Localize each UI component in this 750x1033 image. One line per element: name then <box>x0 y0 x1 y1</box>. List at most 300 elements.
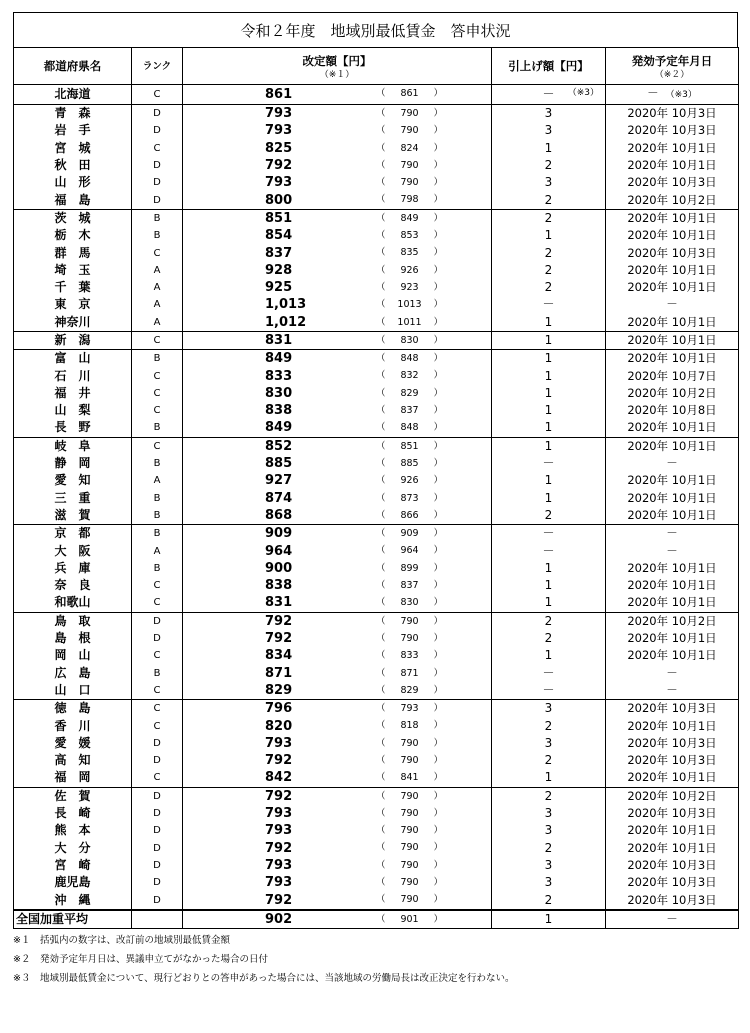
increase-cell: － <box>492 296 606 313</box>
header-wage-note: （※１） <box>319 69 355 80</box>
prefecture-cell: 福 島 <box>14 191 132 209</box>
new-wage: 842 <box>265 770 293 786</box>
old-wage: （ 909 ） <box>376 528 444 540</box>
rank-cell: D <box>132 630 183 647</box>
rank-cell: A <box>132 542 183 559</box>
average-old-wage: （ 901 ） <box>376 913 444 925</box>
rank-cell: C <box>132 717 183 734</box>
date-cell: 2020年 10月1日 <box>606 594 739 612</box>
table-row <box>14 279 739 296</box>
rank-cell: D <box>132 612 183 630</box>
prefecture-cell: 香 川 <box>14 717 132 734</box>
new-wage: 792 <box>265 613 293 629</box>
table-row <box>14 419 739 437</box>
new-wage: 885 <box>265 456 293 472</box>
wage-cell <box>183 542 492 559</box>
new-wage: 793 <box>265 123 293 139</box>
old-wage: （ 824 ） <box>376 142 444 154</box>
prefecture-cell: 広 島 <box>14 665 132 682</box>
date-cell: － （※3） <box>606 85 739 105</box>
prefecture-cell: 島 根 <box>14 630 132 647</box>
rank-cell: C <box>132 700 183 718</box>
header-wage-label: 改定額【円】 <box>302 53 372 68</box>
old-wage: （ 885 ） <box>376 457 444 469</box>
rank-cell: C <box>132 769 183 787</box>
wage-cell <box>183 105 492 123</box>
rank-cell: A <box>132 314 183 332</box>
wage-cell <box>183 507 492 525</box>
table-row <box>14 891 739 909</box>
prefecture-cell: 福 岡 <box>14 769 132 787</box>
date-cell: 2020年 10月1日 <box>606 331 739 349</box>
new-wage: 793 <box>265 823 293 839</box>
increase-cell: 2 <box>492 209 606 227</box>
prefecture-cell: 徳 島 <box>14 700 132 718</box>
date-cell: 2020年 10月1日 <box>606 647 739 664</box>
table-header <box>14 48 739 85</box>
increase-cell: 2 <box>492 279 606 296</box>
old-wage: （ 849 ） <box>376 212 444 224</box>
wage-cell <box>183 174 492 191</box>
prefecture-cell: 茨 城 <box>14 209 132 227</box>
prefecture-cell: 石 川 <box>14 367 132 384</box>
table-row <box>14 665 739 682</box>
date-cell: 2020年 10月1日 <box>606 209 739 227</box>
old-wage: （ 871 ） <box>376 667 444 679</box>
new-wage: 793 <box>265 806 293 822</box>
wage-cell <box>183 839 492 856</box>
prefecture-cell: 熊 本 <box>14 822 132 839</box>
old-wage: （ 926 ） <box>376 475 444 487</box>
table-row <box>14 542 739 559</box>
footnote-1: ※１ 括弧内の数字は、改訂前の地域別最低賃金額 <box>13 934 230 946</box>
wage-cell <box>183 455 492 472</box>
rank-cell: A <box>132 279 183 296</box>
wage-cell <box>183 700 492 718</box>
new-wage: 793 <box>265 106 293 122</box>
rank-cell: A <box>132 296 183 313</box>
wage-cell <box>183 874 492 891</box>
wage-cell <box>183 787 492 805</box>
date-cell: 2020年 10月1日 <box>606 157 739 174</box>
prefecture-cell: 沖 縄 <box>14 891 132 909</box>
wage-cell <box>183 385 492 402</box>
wage-cell <box>183 419 492 437</box>
old-wage: （ 790 ） <box>376 807 444 819</box>
new-wage: 792 <box>265 892 293 908</box>
table-row <box>14 560 739 577</box>
rank-cell: D <box>132 174 183 191</box>
wage-cell <box>183 822 492 839</box>
increase-cell: 2 <box>492 717 606 734</box>
wage-cell <box>183 437 492 455</box>
wage-cell <box>183 752 492 769</box>
prefecture-cell: 栃 木 <box>14 227 132 244</box>
footnote-2: ※２ 発効予定年月日は、異議申立てがなかった場合の日付 <box>13 953 268 965</box>
date-cell: － <box>606 455 739 472</box>
increase-cell: 1 <box>492 769 606 787</box>
new-wage: 1,013 <box>265 297 307 313</box>
old-wage: （ 830 ） <box>376 597 444 609</box>
increase-remark: （※3） <box>567 88 599 98</box>
old-wage: （ 790 ） <box>376 894 444 906</box>
table-row <box>14 507 739 525</box>
table-row <box>14 157 739 174</box>
increase-cell: 1 <box>492 437 606 455</box>
table-row <box>14 174 739 191</box>
table-row <box>14 857 739 874</box>
rank-cell: C <box>132 647 183 664</box>
increase-cell: 1 <box>492 140 606 157</box>
prefecture-cell: 静 岡 <box>14 455 132 472</box>
old-wage: （ 1011 ） <box>376 316 444 328</box>
new-wage: 793 <box>265 857 293 873</box>
rank-cell: D <box>132 891 183 909</box>
table-row <box>14 191 739 209</box>
table-row <box>14 682 739 700</box>
increase-cell: 3 <box>492 822 606 839</box>
table-row <box>14 700 739 718</box>
wage-cell <box>183 122 492 139</box>
new-wage: 874 <box>265 490 293 506</box>
rank-cell: D <box>132 805 183 822</box>
date-cell: 2020年 10月1日 <box>606 472 739 489</box>
rank-cell: B <box>132 525 183 543</box>
wage-table <box>13 47 739 929</box>
increase-cell: 2 <box>492 244 606 261</box>
date-cell: 2020年 10月1日 <box>606 314 739 332</box>
average-wage-cell <box>183 910 492 929</box>
wage-cell <box>183 209 492 227</box>
increase-cell: － <box>492 455 606 472</box>
new-wage: 849 <box>265 351 293 367</box>
rank-cell: D <box>132 857 183 874</box>
old-wage: （ 853 ） <box>376 230 444 242</box>
new-wage: 1,012 <box>265 314 307 330</box>
prefecture-cell: 長 野 <box>14 419 132 437</box>
header-pref: 都道府県名 <box>14 48 132 85</box>
prefecture-cell: 佐 賀 <box>14 787 132 805</box>
wage-cell <box>183 85 492 105</box>
increase-cell: 1 <box>492 419 606 437</box>
new-wage: 909 <box>265 526 293 542</box>
wage-cell <box>183 717 492 734</box>
table-row <box>14 314 739 332</box>
old-wage: （ 790 ） <box>376 737 444 749</box>
prefecture-cell: 兵 庫 <box>14 560 132 577</box>
table-row <box>14 385 739 402</box>
prefecture-cell: 千 葉 <box>14 279 132 296</box>
increase-cell: 1 <box>492 227 606 244</box>
rank-cell: C <box>132 244 183 261</box>
increase-cell: 3 <box>492 735 606 752</box>
prefecture-cell: 埼 玉 <box>14 262 132 279</box>
wage-cell <box>183 647 492 664</box>
date-cell: － <box>606 296 739 313</box>
rank-cell: D <box>132 752 183 769</box>
prefecture-cell: 宮 崎 <box>14 857 132 874</box>
rank-cell: D <box>132 105 183 123</box>
date-cell: － <box>606 682 739 700</box>
rank-cell: C <box>132 437 183 455</box>
rank-cell: D <box>132 735 183 752</box>
date-cell: 2020年 10月1日 <box>606 717 739 734</box>
old-wage: （ 790 ） <box>376 177 444 189</box>
date-cell: 2020年 10月3日 <box>606 752 739 769</box>
old-wage: （ 841 ） <box>376 772 444 784</box>
rank-cell: B <box>132 227 183 244</box>
old-wage: （ 818 ） <box>376 720 444 732</box>
increase-cell: 1 <box>492 490 606 507</box>
increase-cell: 2 <box>492 752 606 769</box>
prefecture-cell: 東 京 <box>14 296 132 313</box>
prefecture-cell: 愛 媛 <box>14 735 132 752</box>
prefecture-cell: 北海道 <box>14 85 132 105</box>
table-row <box>14 787 739 805</box>
new-wage: 964 <box>265 543 293 559</box>
increase-cell: 3 <box>492 174 606 191</box>
increase-cell: 1 <box>492 367 606 384</box>
date-cell: 2020年 10月1日 <box>606 822 739 839</box>
date-cell: 2020年 10月1日 <box>606 437 739 455</box>
table-row <box>14 612 739 630</box>
table-row <box>14 227 739 244</box>
old-wage: （ 790 ） <box>376 825 444 837</box>
increase-cell: 2 <box>492 262 606 279</box>
table-row <box>14 769 739 787</box>
table-row <box>14 594 739 612</box>
footnotes <box>13 931 738 988</box>
table-row <box>14 874 739 891</box>
new-wage: 831 <box>265 333 293 348</box>
old-wage: （ 861 ） <box>376 88 444 99</box>
header-date <box>606 48 739 85</box>
old-wage: （ 837 ） <box>376 580 444 592</box>
table-row <box>14 262 739 279</box>
new-wage: 833 <box>265 368 293 384</box>
increase-cell: 3 <box>492 122 606 139</box>
increase-cell: 3 <box>492 105 606 123</box>
increase-cell: 2 <box>492 787 606 805</box>
wage-cell <box>183 682 492 700</box>
wage-cell <box>183 525 492 543</box>
increase-cell: 2 <box>492 891 606 909</box>
increase-cell: 2 <box>492 191 606 209</box>
wage-cell <box>183 769 492 787</box>
old-wage: （ 964 ） <box>376 545 444 557</box>
new-wage: 792 <box>265 753 293 769</box>
prefecture-cell: 奈 良 <box>14 577 132 594</box>
rank-cell: D <box>132 839 183 856</box>
increase-cell: － <box>492 665 606 682</box>
wage-cell <box>183 735 492 752</box>
date-cell: 2020年 10月1日 <box>606 279 739 296</box>
wage-cell <box>183 191 492 209</box>
rank-cell: D <box>132 822 183 839</box>
old-wage: （ 798 ） <box>376 194 444 206</box>
prefecture-cell: 鹿児島 <box>14 874 132 891</box>
date-cell: 2020年 10月1日 <box>606 350 739 368</box>
date-cell: 2020年 10月7日 <box>606 367 739 384</box>
prefecture-cell: 愛 知 <box>14 472 132 489</box>
old-wage: （ 899 ） <box>376 562 444 574</box>
date-cell: 2020年 10月1日 <box>606 769 739 787</box>
date-cell: 2020年 10月3日 <box>606 891 739 909</box>
new-wage: 792 <box>265 631 293 647</box>
table-row <box>14 296 739 313</box>
table-row <box>14 105 739 123</box>
wage-cell <box>183 296 492 313</box>
wage-cell <box>183 630 492 647</box>
new-wage: 861 <box>265 87 293 102</box>
old-wage: （ 790 ） <box>376 159 444 171</box>
date-remark: （※3） <box>670 90 697 100</box>
table-row <box>14 822 739 839</box>
date-cell: 2020年 10月1日 <box>606 419 739 437</box>
date-cell: 2020年 10月1日 <box>606 140 739 157</box>
increase-cell: 3 <box>492 874 606 891</box>
new-wage: 852 <box>265 438 293 454</box>
prefecture-cell: 秋 田 <box>14 157 132 174</box>
increase-cell: 1 <box>492 560 606 577</box>
new-wage: 871 <box>265 665 293 681</box>
date-cell: 2020年 10月3日 <box>606 874 739 891</box>
prefecture-cell: 岐 阜 <box>14 437 132 455</box>
prefecture-cell: 高 知 <box>14 752 132 769</box>
rank-cell: C <box>132 682 183 700</box>
increase-cell: 1 <box>492 472 606 489</box>
date-cell: 2020年 10月3日 <box>606 805 739 822</box>
increase-cell: － <box>492 682 606 700</box>
wage-cell <box>183 891 492 909</box>
increase-cell: 3 <box>492 805 606 822</box>
date-cell: 2020年 10月1日 <box>606 227 739 244</box>
new-wage: 849 <box>265 420 293 436</box>
new-wage: 829 <box>265 682 293 698</box>
old-wage: （ 790 ） <box>376 615 444 627</box>
wage-cell <box>183 857 492 874</box>
rank-cell: D <box>132 874 183 891</box>
prefecture-cell: 岡 山 <box>14 647 132 664</box>
old-wage: （ 835 ） <box>376 247 444 259</box>
table-row <box>14 209 739 227</box>
rank-cell: D <box>132 157 183 174</box>
increase-cell: 1 <box>492 350 606 368</box>
table-row <box>14 647 739 664</box>
increase-cell: 1 <box>492 331 606 349</box>
rank-cell: C <box>132 402 183 419</box>
table-row <box>14 630 739 647</box>
date-cell: 2020年 10月1日 <box>606 839 739 856</box>
document <box>13 12 738 988</box>
wage-cell <box>183 577 492 594</box>
date-cell: 2020年 10月1日 <box>606 262 739 279</box>
average-date: － <box>606 910 739 929</box>
wage-cell <box>183 331 492 349</box>
increase-cell: － <box>492 542 606 559</box>
increase-cell: － <box>492 525 606 543</box>
increase-cell: 1 <box>492 647 606 664</box>
rank-cell: B <box>132 507 183 525</box>
rank-cell: B <box>132 455 183 472</box>
new-wage: 796 <box>265 701 293 717</box>
rank-cell: B <box>132 490 183 507</box>
rank-cell: C <box>132 577 183 594</box>
header-rank: ランク <box>132 48 183 85</box>
old-wage: （ 873 ） <box>376 492 444 504</box>
date-cell: 2020年 10月3日 <box>606 174 739 191</box>
date-cell: 2020年 10月3日 <box>606 857 739 874</box>
date-cell: － <box>606 542 739 559</box>
old-wage: （ 790 ） <box>376 632 444 644</box>
old-wage: （ 837 ） <box>376 405 444 417</box>
wage-cell <box>183 402 492 419</box>
prefecture-cell: 群 馬 <box>14 244 132 261</box>
wage-cell <box>183 665 492 682</box>
rank-cell: C <box>132 367 183 384</box>
old-wage: （ 848 ） <box>376 353 444 365</box>
new-wage: 831 <box>265 595 293 611</box>
increase-cell: 3 <box>492 857 606 874</box>
date-cell: 2020年 10月3日 <box>606 105 739 123</box>
new-wage: 927 <box>265 473 293 489</box>
wage-cell <box>183 350 492 368</box>
wage-cell <box>183 314 492 332</box>
increase-cell: 1 <box>492 402 606 419</box>
prefecture-cell: 山 口 <box>14 682 132 700</box>
prefecture-cell: 宮 城 <box>14 140 132 157</box>
wage-cell <box>183 560 492 577</box>
table-row <box>14 525 739 543</box>
date-cell: － <box>606 665 739 682</box>
old-wage: （ 793 ） <box>376 703 444 715</box>
footnote-3: ※３ 地域別最低賃金について、現行どおりとの答申があった場合には、当該地域の労働局長は改正決定を行わない。 <box>13 972 515 984</box>
prefecture-cell: 大 分 <box>14 839 132 856</box>
prefecture-cell: 三 重 <box>14 490 132 507</box>
table-row <box>14 331 739 349</box>
date-cell: 2020年 10月3日 <box>606 735 739 752</box>
table-row <box>14 472 739 489</box>
old-wage: （ 832 ） <box>376 370 444 382</box>
date-cell: 2020年 10月1日 <box>606 560 739 577</box>
increase-cell: 1 <box>492 577 606 594</box>
new-wage: 792 <box>265 158 293 174</box>
new-wage: 925 <box>265 280 293 296</box>
new-wage: 837 <box>265 245 293 261</box>
old-wage: （ 790 ） <box>376 108 444 119</box>
date-cell: 2020年 10月3日 <box>606 122 739 139</box>
new-wage: 792 <box>265 788 293 804</box>
new-wage: 851 <box>265 210 293 226</box>
wage-cell <box>183 140 492 157</box>
rank-cell: C <box>132 85 183 105</box>
date-cell: 2020年 10月3日 <box>606 700 739 718</box>
old-wage: （ 790 ） <box>376 790 444 802</box>
table-body <box>14 85 739 910</box>
date-cell: 2020年 10月2日 <box>606 191 739 209</box>
table-row <box>14 140 739 157</box>
new-wage: 793 <box>265 735 293 751</box>
average-increase: 1 <box>492 910 606 929</box>
increase-cell: 3 <box>492 700 606 718</box>
header-increase: 引上げ額【円】 <box>492 48 606 85</box>
old-wage: （ 830 ） <box>376 334 444 346</box>
new-wage: 793 <box>265 175 293 191</box>
old-wage: （ 790 ） <box>376 842 444 854</box>
prefecture-cell: 青 森 <box>14 105 132 123</box>
wage-cell <box>183 227 492 244</box>
prefecture-cell: 岩 手 <box>14 122 132 139</box>
